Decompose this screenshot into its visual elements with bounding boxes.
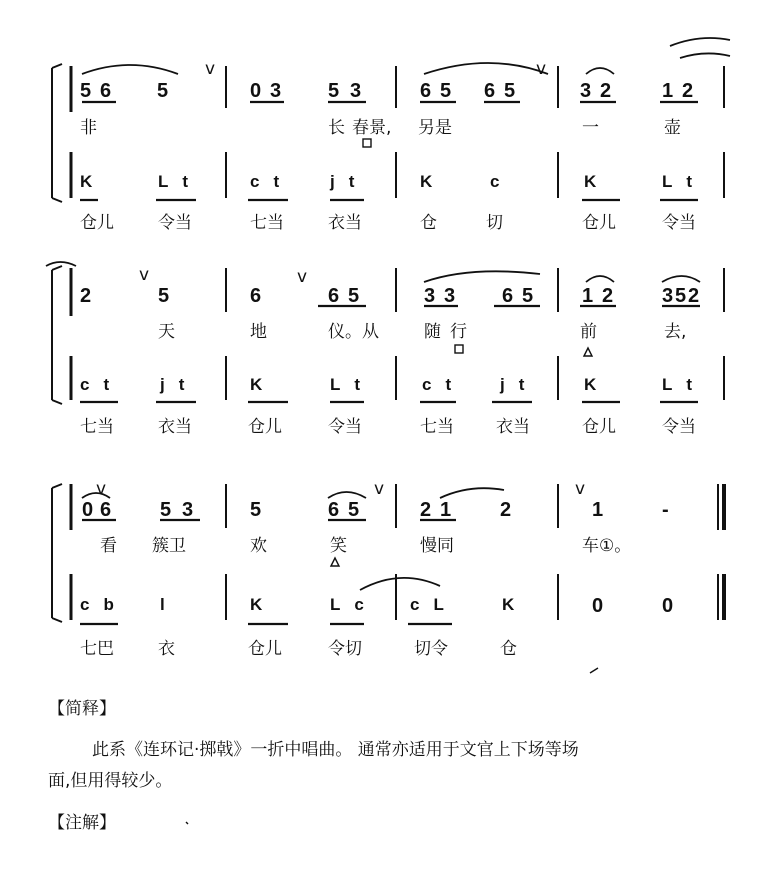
note: 3 (580, 80, 592, 102)
note: 3 (444, 285, 456, 307)
perc-name: 仓儿 (80, 213, 114, 233)
note: 5 (348, 285, 360, 307)
note: 6 (420, 80, 432, 102)
lyric: 车①。 (582, 536, 632, 556)
note: 1 (592, 499, 604, 521)
note: 6 (100, 80, 112, 102)
perc-symbol: K (502, 595, 515, 614)
lyric: 随 (424, 322, 441, 342)
note: 6 (328, 499, 340, 521)
note: 1 (662, 80, 674, 102)
note: 2 (500, 499, 512, 521)
perc-name: 仓儿 (248, 639, 282, 659)
system-2-percussion-names (80, 417, 696, 437)
perc-symbol: K (420, 172, 433, 191)
note: 2 (682, 80, 694, 102)
perc-symbol: jt (500, 375, 539, 394)
perc-symbol: 0 (592, 595, 604, 617)
system-3-bracket (52, 484, 62, 622)
note: 3 (424, 285, 436, 307)
perc-symbol: K (250, 375, 263, 394)
lyric: 天 (158, 322, 175, 342)
perc-symbol: cL (410, 595, 458, 614)
perc-name: 衣当 (158, 417, 192, 437)
note: 6 (502, 285, 514, 307)
system-1-bracket (52, 64, 62, 202)
perc-name: 七当 (250, 213, 284, 233)
system-3-percussion-names (80, 639, 517, 659)
note: 2 (600, 80, 612, 102)
perc-name: 仓 (420, 213, 437, 233)
note: 2 (80, 285, 92, 307)
note: 2 (420, 499, 432, 521)
lyric: 另是 (418, 118, 452, 138)
perc-name: 仓儿 (248, 417, 282, 437)
perc-symbol: c (490, 172, 500, 191)
note: 3 (350, 80, 362, 102)
note: 1 (582, 285, 594, 307)
perc-symbol: Lt (330, 375, 375, 394)
svg-text:v: v (536, 59, 547, 79)
lyric: 欢 (250, 536, 267, 556)
perc-name: 仓 (500, 639, 517, 659)
perc-symbol: K (584, 172, 597, 191)
perc-name: 七巴 (80, 639, 114, 659)
note: 3 (662, 285, 674, 307)
lyric: 仪。从 (328, 322, 379, 342)
perc-name: 令当 (662, 417, 696, 437)
perc-name: 仓儿 (582, 213, 616, 233)
lyric: 慢同 (420, 536, 454, 556)
note: 3 (182, 499, 194, 521)
note: 2 (688, 285, 700, 307)
perc-name: 令当 (328, 417, 362, 437)
jianshi-text-line-2: 面,但用得较少。 (48, 771, 173, 791)
perc-symbol: l (160, 595, 165, 614)
perc-symbol: ct (250, 172, 294, 191)
note: 6 (484, 80, 496, 102)
lyric: 一 (582, 118, 599, 138)
lyric: 前 (580, 322, 597, 342)
perc-symbol: cb (80, 595, 128, 614)
note: 5 (675, 285, 687, 307)
lyric: 地 (250, 322, 267, 342)
perc-symbol: 0 (662, 595, 674, 617)
lyric: 笑 (330, 536, 347, 556)
note: 5 (348, 499, 360, 521)
note: 6 (328, 285, 340, 307)
perc-symbol: jt (160, 375, 199, 394)
system-2-lyrics (158, 322, 686, 342)
perc-symbol: Lt (662, 172, 707, 191)
perc-name: 切令 (414, 639, 448, 659)
note: 0 (82, 499, 94, 521)
perc-symbol: K (584, 375, 597, 394)
svg-text:v: v (374, 479, 385, 499)
note: 5 (158, 285, 170, 307)
note: 6 (100, 499, 112, 521)
perc-name: 仓儿 (582, 417, 616, 437)
lyric: 行 (450, 322, 467, 342)
perc-symbol: K (250, 595, 263, 614)
lyric: 簇卫 (152, 536, 186, 556)
note: 5 (157, 80, 169, 102)
note: 5 (504, 80, 516, 102)
svg-text:v: v (205, 59, 216, 79)
perc-symbol: ct (80, 375, 124, 394)
note: 3 (270, 80, 282, 102)
jianshi-heading: 【简释】 (48, 699, 116, 719)
system-3-melody (82, 499, 669, 521)
system-3-percussion (80, 595, 673, 617)
perc-name: 令切 (328, 639, 362, 659)
note: 5 (80, 80, 92, 102)
note: 1 (440, 499, 452, 521)
note: 5 (522, 285, 534, 307)
svg-text:v: v (139, 265, 150, 285)
lyric: 长 (328, 118, 345, 138)
perc-name: 令当 (662, 213, 696, 233)
perc-symbol: jt (330, 172, 369, 191)
lyric: 非 (80, 118, 97, 138)
system-1-melody (80, 80, 693, 102)
note: 5 (160, 499, 172, 521)
system-2-melody (80, 285, 699, 307)
system-1-percussion (80, 172, 706, 191)
note: - (662, 499, 669, 521)
perc-symbol: Lt (158, 172, 203, 191)
svg-text:v: v (96, 479, 107, 499)
note: 2 (602, 285, 614, 307)
svg-text:v: v (297, 267, 308, 287)
lyric: 春景, (352, 118, 392, 138)
system-2-percussion (80, 375, 706, 394)
jianshi-text-line-1: 此系《连环记·掷戟》一折中唱曲。 通常亦适用于文官上下场等场 (92, 740, 579, 760)
lyric: 壶 (664, 118, 681, 138)
svg-text:v: v (575, 479, 586, 499)
perc-symbol: ct (422, 375, 466, 394)
note: 5 (440, 80, 452, 102)
note: 0 (250, 80, 262, 102)
system-3-lyrics (100, 536, 631, 556)
perc-name: 七当 (420, 417, 454, 437)
perc-name: 令当 (158, 213, 192, 233)
system-1-lyrics (80, 118, 681, 138)
perc-name: 衣当 (496, 417, 530, 437)
perc-name: 衣 (158, 639, 175, 659)
perc-name: 切 (486, 213, 503, 233)
perc-symbol: Lt (662, 375, 707, 394)
lyric: 看 (100, 536, 117, 556)
zhujie-heading: 【注解】 (48, 813, 116, 833)
perc-symbol: K (80, 172, 93, 191)
system-1-percussion-names (80, 213, 696, 233)
perc-name: 衣当 (328, 213, 362, 233)
system-2-bracket (52, 266, 62, 404)
lyric: 去, (664, 322, 687, 342)
note: 5 (328, 80, 340, 102)
perc-name: 七当 (80, 417, 114, 437)
perc-symbol: Lc (330, 595, 378, 614)
note: 6 (250, 285, 262, 307)
note: 5 (250, 499, 262, 521)
